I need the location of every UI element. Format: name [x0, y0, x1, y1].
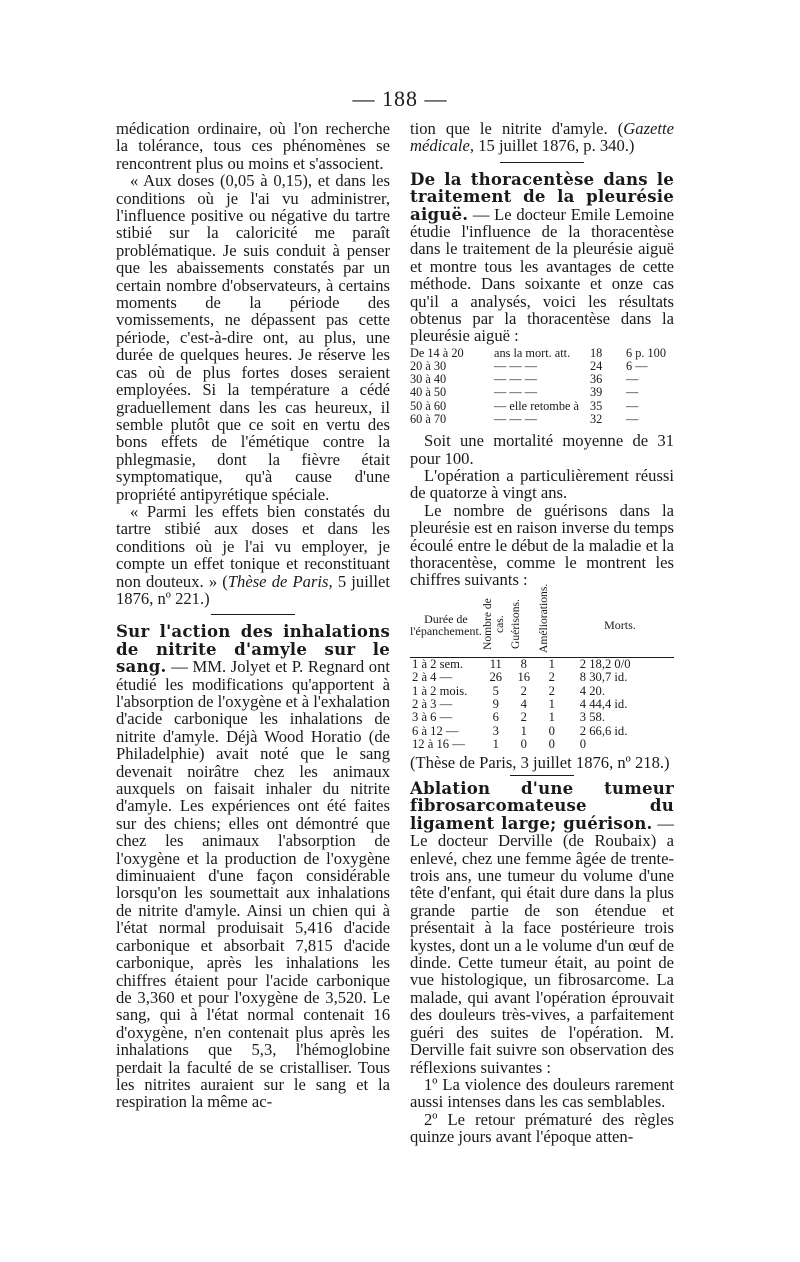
table-cell: 2	[520, 683, 527, 698]
stats-age: 30 à 40	[410, 372, 447, 387]
table-cell: 2	[520, 710, 527, 725]
right-column	[410, 120, 674, 1146]
table-cell: 0	[579, 737, 587, 752]
article-ablation-heading: Ablation d'une tumeur fibrosarcomateuse du ligament large; guérison.	[410, 778, 674, 833]
section-divider	[510, 775, 574, 776]
stats-age: 40 à 50	[410, 385, 447, 400]
table-row	[410, 725, 674, 738]
stats-value: 18	[590, 345, 603, 360]
table-header	[536, 583, 566, 658]
table-cell: 4	[520, 696, 527, 711]
stats-value: 36	[590, 372, 603, 387]
right-paragraph-point-1: 1º La violence des douleurs rarement aussi intenses dans les cas semblables.	[410, 1074, 674, 1112]
table-cell: 8 30,7 id.	[579, 670, 628, 685]
article-thoracentese	[410, 168, 674, 346]
table-cell: 1 à 2 sem.	[412, 656, 464, 671]
left-paragraph-3-source: Thèse de Paris,	[227, 571, 333, 591]
table-header-row	[410, 595, 674, 658]
right-paragraph-mortality: Soit une mortalité moyenne de 31 pour 100.	[410, 431, 674, 468]
left-column	[116, 120, 390, 1111]
table-row	[410, 671, 674, 684]
right-paragraph-point-2: 2º Le retour prématuré des règles quinze jours avant l'époque atten-	[410, 1109, 674, 1147]
table-row	[410, 657, 674, 671]
right-paragraph-1-date: 15 juillet 1876, p. 340.)	[474, 136, 635, 156]
guerisons-table	[410, 583, 674, 752]
table-cell: 1 à 2 mois.	[412, 683, 468, 698]
stats-row	[410, 400, 674, 413]
left-paragraph-3-date: 5 juillet 1876, nº 221.)	[116, 571, 390, 608]
table-cell: 1	[520, 723, 527, 738]
table-cell: 5	[492, 683, 499, 698]
stats-age: 60 à 70	[410, 411, 447, 426]
stats-pct: —	[626, 398, 639, 413]
article-thoracentese-body: — Le docteur Emile Lemoine étudie l'influence de la thoracentèse dans le traitement de la pleurésie aiguë et montre tous les avantages de cette méthode. Dans soixante et onze cas qu'il a analysés, voici les résultats obtenus par la thoracentèse dans la pleurésie aiguë :	[410, 204, 674, 346]
table-cell: 16	[517, 670, 531, 685]
table-cell: 3	[492, 723, 499, 738]
table-cell: 12 à 16 —	[412, 737, 465, 752]
stats-label: — — —	[494, 385, 538, 400]
mortality-stats	[410, 347, 674, 426]
stats-value: 39	[590, 385, 603, 400]
stats-label: ans la mort. att.	[494, 345, 571, 360]
article-nitrite-body: — MM. Jolyet et P. Regnard ont étudié les modifications qu'apportent à l'absorption de l'oxygène et à l'exhalation d'acide carbonique les inhalations de nitrite d'amyle. Déjà Wood Horatio (de Philadelphie) avait noté que le sang devenait noirâtre chez les animaux auxquels on faisait inhaler du nitrite d'amyle. Les expériences ont été faites sur des chiens; elles ont démontré que chez les animaux l'absorption de l'oxygène et la production de l'oxygène diminuaient d'une façon considérable lorsqu'on les soumettait aux inhalations de nitrite d'amyle. Ainsi un chien qui à l'état normal produisait 5,416 d'acide carbonique et absorbait 7,815 d'acide carbonique, après les inhalations les chiffres étaient pour l'acide carbonique de 3,360 et pour l'oxygène de 3,520. Le sang, qui à l'état normal contenait 16 d'oxygène, n'en contenait plus après les inhalations que 5,3, l'hémoglobine perdait la faculté de se cristalliser. Tous les nitrites auraient sur le sang et la respiration la même ac-	[116, 657, 390, 1112]
table-header-text: Améliorations.	[536, 583, 550, 653]
table-header-text: Guérisons.	[508, 598, 522, 649]
stats-row	[410, 386, 674, 399]
article-ablation	[410, 780, 674, 1076]
table-header: Durée de l'épanchement.	[410, 595, 482, 658]
table-cell: 2	[548, 670, 555, 685]
table-cell: 2 à 3 —	[412, 696, 453, 711]
table-cell: 1	[548, 710, 555, 725]
table-header	[510, 595, 538, 658]
stats-label: — — —	[494, 359, 538, 374]
stats-pct: 6 —	[626, 359, 648, 374]
page-number: — 188 —	[352, 86, 448, 111]
table-row	[410, 698, 674, 711]
right-paragraph-guerisons: Le nombre de guérisons dans la pleurésie est en raison inverse du temps écoulé entre le début de la maladie et la thoracentèse, comme le montrent les chiffres suivants :	[410, 500, 674, 590]
table-row	[410, 685, 674, 698]
table-row	[410, 711, 674, 724]
stats-value: 32	[590, 411, 603, 426]
table-cell: 1	[492, 737, 499, 752]
table-cell: 3 à 6 —	[412, 710, 453, 725]
table-cell: 2	[548, 683, 555, 698]
table-row	[410, 738, 674, 751]
left-paragraph-3	[116, 503, 390, 607]
left-paragraph-1: médication ordinaire, où l'on recherche la tolérance, tous ces phénomènes se rencontrent plus ou moins et s'associent.	[116, 119, 390, 173]
table-cell: 6	[492, 710, 499, 725]
table-cell: 6 à 12 —	[412, 723, 459, 738]
table-cell: 1	[548, 656, 555, 671]
stats-label: — elle retombe à	[494, 398, 580, 413]
right-paragraph-1-source: Gazette médicale,	[410, 119, 674, 156]
table-cell: 1	[548, 696, 555, 711]
table-cell: 26	[489, 670, 503, 685]
table-source: (Thèse de Paris, 3 juillet 1876, nº 218.)	[410, 752, 670, 772]
table-cell: 2 66,6 id.	[579, 723, 628, 738]
stats-pct: 6 p. 100	[626, 345, 666, 360]
table-header: Morts.	[566, 595, 674, 658]
table-header-text: Nombre de cas.	[480, 597, 506, 650]
stats-pct: —	[626, 385, 639, 400]
stats-pct: —	[626, 372, 639, 387]
table-cell: 2 à 4 —	[412, 670, 453, 685]
table-cell: 8	[520, 656, 527, 671]
article-thoracentese-heading: De la thoracentèse dans le traitement de la pleurésie aiguë.	[410, 168, 674, 224]
stats-age: 50 à 60	[410, 398, 447, 413]
right-paragraph-1-text: tion que le nitrite d'amyle. (	[410, 119, 624, 138]
table-cell: 4 20.	[579, 683, 605, 698]
table-header	[482, 595, 510, 658]
right-paragraph-operation: L'opération a particulièrement réussi de quatorze à vingt ans.	[410, 465, 674, 503]
stats-value: 35	[590, 398, 603, 413]
article-nitrite-heading: Sur l'action des inhalations de nitrite d'amyle sur le sang.	[116, 621, 390, 677]
table-cell: 0	[520, 737, 527, 752]
section-divider	[211, 614, 295, 615]
table-cell: 0	[548, 723, 555, 738]
table-cell: 4 44,4 id.	[579, 696, 628, 711]
right-paragraph-1	[410, 120, 674, 155]
stats-row	[410, 413, 674, 426]
stats-label: — — —	[494, 372, 538, 387]
stats-age: De 14 à 20	[410, 345, 464, 360]
table-cell: 9	[492, 696, 499, 711]
left-paragraph-3-text: « Parmi les effets bien constatés du tartre stibié aux doses et dans les conditions où je l'ai vu employer, je compte un effet tonique et reconstituant non douteux. » (	[116, 501, 390, 591]
table-cell: 3 58.	[579, 710, 605, 725]
table-cell: 11	[489, 656, 502, 671]
table-cell: 2 18,2 0/0	[579, 656, 631, 671]
article-ablation-body: — Le docteur Derville (de Roubaix) a enlevé, chez une femme âgée de trente-trois ans, une tumeur du volume d'une tête d'enfant, qui était dure dans la plus grande partie de son étendue et présentait à la face postérieure trois kystes, dont un a le volume d'un œuf de dinde. Cette tumeur était, au point de vue histologique, un fibrosarcome. La malade, qui avant l'opération éprouvait des douleurs très-vives, a parfaitement guéri des suites de l'opération. M. Derville fait suivre son observation des réflexions suivantes :	[410, 813, 675, 1077]
left-paragraph-2: « Aux doses (0,05 à 0,15), et dans les conditions où je l'ai vu administrer, l'influence positive ou négative du tartre stibié sur la caloricité me paraît problématique. Je suis conduit à penser que les abaissements constatés par un certain nombre d'observateurs, à certains moments de la période des vomissements, ne dépassent pas cette période, c'est-à-dire ont, au plus, une durée de quelques heures. Je réserve les cas où de plus fortes doses seraient employées. Si la température a cédé graduellement dans les cas heureux, il semble plutôt que ce soit en vertu des bons effets de l'émétique contre la phlegmasie, dont la fièvre était symptomatique, qu'à cause d'une propriété antipyrétique spéciale.	[116, 171, 390, 504]
table-cell: 0	[548, 737, 555, 752]
article-nitrite	[116, 623, 390, 1110]
stats-pct: —	[626, 411, 639, 426]
stats-label: — — —	[494, 411, 538, 426]
stats-age: 20 à 30	[410, 359, 447, 374]
stats-value: 24	[590, 359, 603, 374]
section-divider	[500, 162, 584, 163]
